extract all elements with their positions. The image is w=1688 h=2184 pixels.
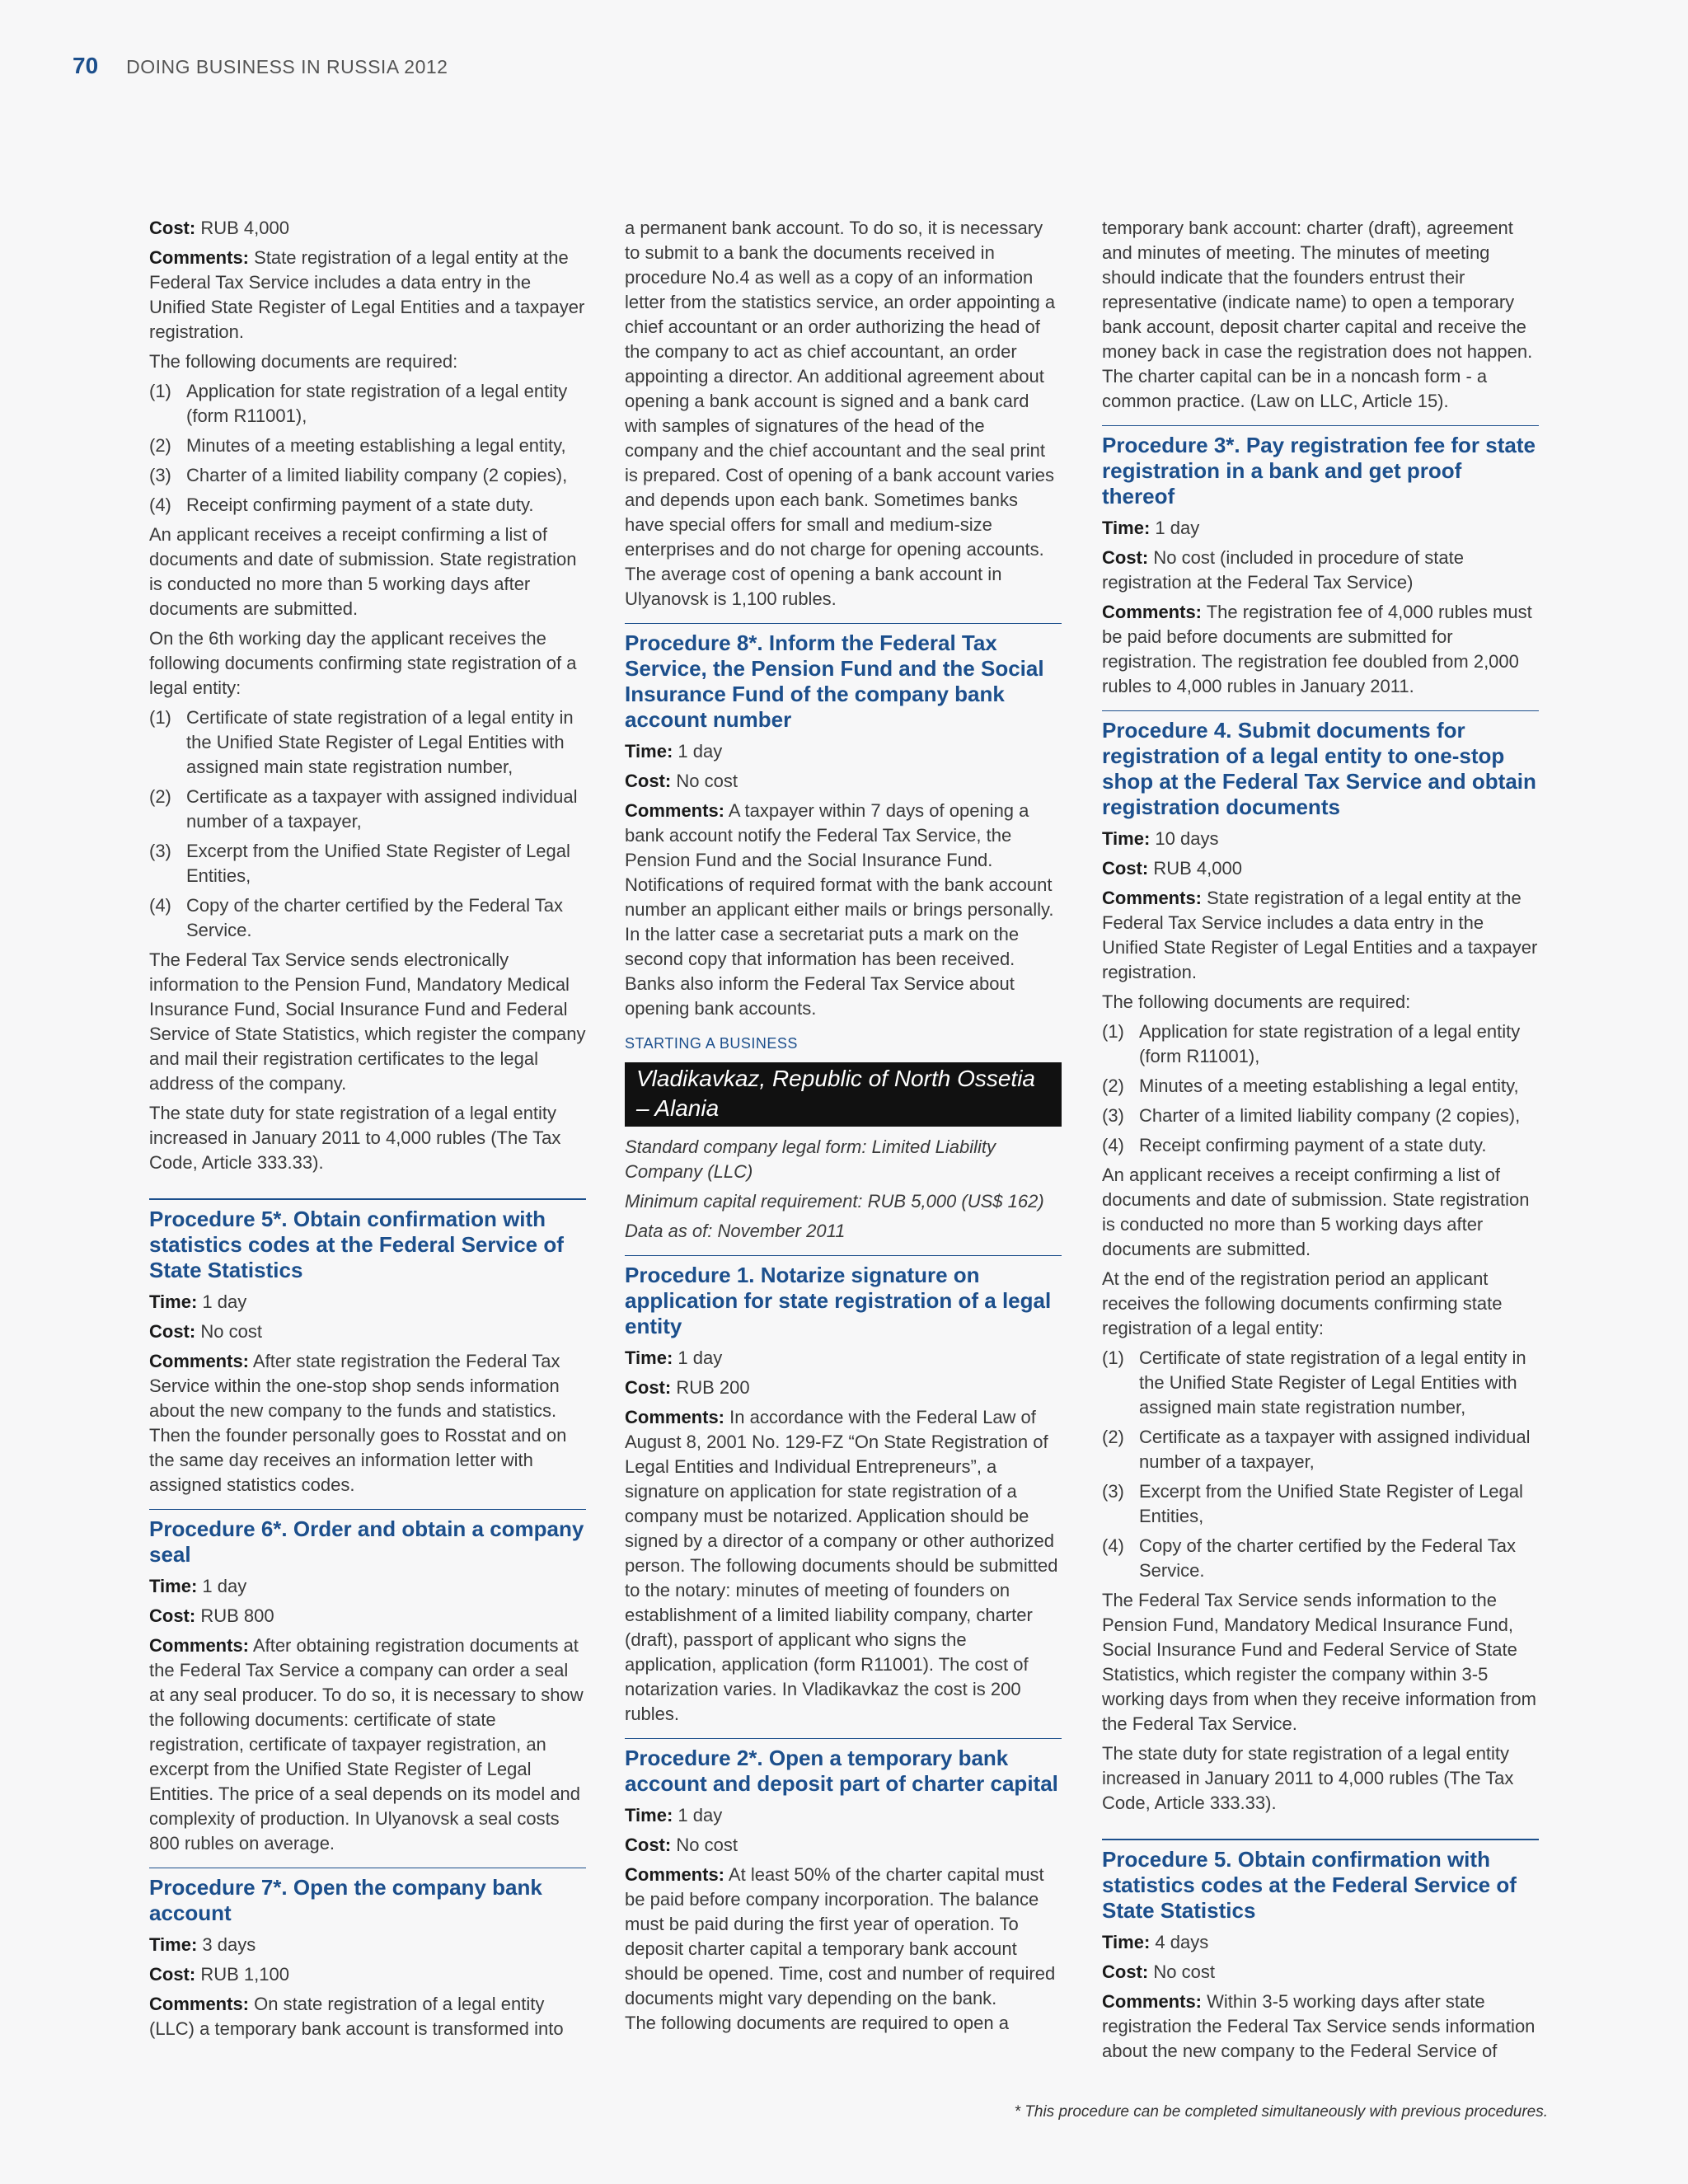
time-line: Time: 1 day: [1102, 518, 1200, 538]
time-line: Time: 3 days: [149, 1934, 256, 1955]
cost-line: Cost: No cost: [149, 1321, 262, 1342]
list-item: (4) Receipt confirming payment of a state duty.: [1102, 1135, 1487, 1155]
column-1: [149, 216, 586, 2046]
legal-form: Standard company legal form: Limited Liability Company (LLC): [625, 1137, 996, 1182]
list-item: (1) Application for state registration of a legal entity (form R11001),: [1102, 1021, 1521, 1066]
docs-intro: The following documents are required:: [149, 351, 458, 372]
cost-line: Cost: RUB 200: [625, 1377, 750, 1398]
list-item: (3) Excerpt from the Unified State Register of Legal Entities,: [1102, 1481, 1523, 1526]
list-item: (3) Excerpt from the Unified State Register of Legal Entities,: [149, 841, 570, 886]
paragraph: The Federal Tax Service sends information to the Pension Fund, Mandatory Medical Insurance Fund, Social Insurance Fund and Federal Service of State Statistics, which register the company within 3-5 working days from when they receive information from the Federal Tax Service.: [1102, 1590, 1536, 1734]
received-docs-list: [149, 705, 586, 943]
comments-line: Comments: After obtaining registration documents at the Federal Tax Service a company can order a seal at any seal producer. To do so, it is necessary to show the following documents: certificate of state registration, certificate of taxpayer registration, an excerpt from the Unified State Register of Legal Entities. The price of a seal depends on its model and complexity of production. In Ulyanovsk a seal costs 800 rubles on average.: [149, 1635, 584, 1854]
list-item: (4) Copy of the charter certified by the Federal Tax Service.: [149, 895, 563, 940]
comments-line: Comments: At least 50% of the charter capital must be paid before company incorporation. The balance must be paid during the first year of operation. To deposit charter capital a temporary bank account should be opened. Time, cost and number of required documents might vary depending on the bank.: [625, 1864, 1056, 2008]
procedure-heading: Procedure 2*. Open a temporary bank account and deposit part of charter capital: [625, 1746, 1058, 1796]
list-item: (4) Receipt confirming payment of a state duty.: [149, 494, 534, 515]
data-as-of: Data as of: November 2011: [625, 1221, 846, 1241]
received-docs-list: [1102, 1346, 1539, 1583]
procedure-heading: Procedure 7*. Open the company bank account: [149, 1875, 542, 1925]
list-item: (1) Certificate of state registration of a legal entity in the Unified State Register of Legal Entities with assigned main state registration number,: [1102, 1347, 1526, 1418]
paragraph: At the end of the registration period an applicant receives the following documents confirming state registration of a legal entity:: [1102, 1268, 1503, 1338]
comments-line: Comments: Within 3-5 working days after state registration the Federal Tax Service sends information about the new company to the Federal Service of: [1102, 1991, 1536, 2061]
list-item: (2) Minutes of a meeting establishing a legal entity,: [149, 435, 566, 456]
list-item: (2) Certificate as a taxpayer with assigned individual number of a taxpayer,: [149, 786, 578, 832]
paragraph: On the 6th working day the applicant receives the following documents confirming state registration of a legal entity:: [149, 628, 577, 698]
paragraph: An applicant receives a receipt confirming a list of documents and date of submission. State registration is conducted no more than 5 working days after documents are submitted.: [149, 524, 577, 619]
procedure-heading: Procedure 3*. Pay registration fee for state registration in a bank and get proof thereof: [1102, 433, 1536, 509]
comments-line: Comments: State registration of a legal entity at the Federal Tax Service includes a data entry in the Unified State Register of Legal Entities and a taxpayer registration.: [149, 247, 585, 342]
time-line: Time: 1 day: [625, 1805, 723, 1825]
comments-line: Comments: A taxpayer within 7 days of opening a bank account notify the Federal Tax Service, the Pension Fund and the Social Insurance Fund. Notifications of required format with the bank account number an applicant either mails or brings personally. In the latter case a secretariat puts a mark on the second copy that information has been received. Banks also inform the Federal Tax Service about opening bank accounts.: [625, 800, 1054, 1019]
docs-intro: The following documents are required:: [1102, 991, 1411, 1012]
cost-line: Cost: No cost: [1102, 1961, 1215, 1982]
list-item: (3) Charter of a limited liability company (2 copies),: [1102, 1105, 1521, 1126]
list-item: (2) Minutes of a meeting establishing a legal entity,: [1102, 1076, 1519, 1096]
time-line: Time: 1 day: [625, 741, 723, 762]
time-line: Time: 1 day: [625, 1347, 723, 1368]
footnote: * This procedure can be completed simultaneously with previous procedures.: [1014, 2103, 1548, 2121]
column-3: [1102, 216, 1539, 2069]
cost-line: Cost: No cost: [625, 1835, 738, 1855]
cost-line: Cost: RUB 1,100: [149, 1964, 289, 1985]
list-item: (3) Charter of a limited liability company (2 copies),: [149, 465, 568, 485]
time-line: Time: 4 days: [1102, 1932, 1209, 1952]
cost-line: Cost: RUB 4,000: [149, 218, 289, 238]
city-banner: Vladikavkaz, Republic of North Ossetia – Alania: [625, 1062, 1062, 1127]
section-rule: [1102, 710, 1539, 711]
time-line: Time: 1 day: [149, 1576, 247, 1596]
comments-line: Comments: State registration of a legal entity at the Federal Tax Service includes a data entry in the Unified State Register of Legal Entities and a taxpayer registration.: [1102, 888, 1538, 982]
comments-line: Comments: After state registration the Federal Tax Service within the one-stop shop sends information about the new company to the funds and statistics. Then the founder personally goes to Rosstat and on the same day receives an information letter with assigned statistics codes.: [149, 1351, 567, 1495]
paragraph: The state duty for state registration of a legal entity increased in January 2011 to 4,000 rubles (The Tax Code, Article 333.33).: [1102, 1743, 1514, 1813]
column-2: [625, 216, 1062, 2041]
section-rule: [625, 1255, 1062, 1256]
procedure-heading: Procedure 5*. Obtain confirmation with statistics codes at the Federal Service of State Statistics: [149, 1207, 564, 1282]
paragraph: The following documents are required to open a: [625, 2013, 1009, 2033]
required-docs-list: [149, 379, 586, 518]
list-item: (1) Certificate of state registration of a legal entity in the Unified State Register of Legal Entities with assigned main state registration number,: [149, 707, 574, 777]
page-number: 70: [73, 53, 99, 78]
section-rule: [1102, 425, 1539, 426]
paragraph: a permanent bank account. To do so, it is necessary to submit to a bank the documents received in procedure No.4 as well as a copy of an information letter from the statistics service, an order appointing a chief accountant or an order authorizing the head of the company to act as chief accountant, an order appointing a director. An additional agreement about opening a bank account is signed and a bank card with samples of signatures of the head of the company and the chief accountant and the seal print is prepared. Cost of opening of a bank account varies and depends upon each bank. Sometimes banks have special offers for small and medium-size enterprises and do not charge for opening accounts. The average cost of opening a bank account in Ulyanovsk is 1,100 rubles.: [625, 218, 1056, 609]
page-header: [73, 53, 448, 86]
paragraph: The state duty for state registration of a legal entity increased in January 2011 to 4,000 rubles (The Tax Code, Article 333.33).: [149, 1103, 561, 1173]
cost-line: Cost: RUB 4,000: [1102, 858, 1242, 879]
section-rule: [1102, 1839, 1539, 1840]
list-item: (1) Application for state registration of a legal entity (form R11001),: [149, 381, 568, 426]
required-docs-list: [1102, 1019, 1539, 1158]
cost-line: Cost: No cost: [625, 771, 738, 791]
section-tag: STARTING A BUSINESS: [625, 1035, 798, 1052]
procedure-heading: Procedure 6*. Order and obtain a company seal: [149, 1516, 584, 1567]
section-rule: [149, 1198, 586, 1200]
comments-line: Comments: The registration fee of 4,000 rubles must be paid before documents are submitted for registration. The registration fee doubled from 2,000 rubles to 4,000 rubles in January 2011.: [1102, 602, 1532, 696]
section-rule: [149, 1509, 586, 1510]
procedure-heading: Procedure 4. Submit documents for registration of a legal entity to one-stop shop at the Federal Tax Service and obtain registration documents: [1102, 718, 1536, 819]
procedure-heading: Procedure 5. Obtain confirmation with statistics codes at the Federal Service of State Statistics: [1102, 1847, 1517, 1923]
list-item: (4) Copy of the charter certified by the Federal Tax Service.: [1102, 1535, 1516, 1581]
time-line: Time: 10 days: [1102, 828, 1219, 849]
cost-line: Cost: RUB 800: [149, 1605, 274, 1626]
procedure-heading: Procedure 1. Notarize signature on application for state registration of a legal entity: [625, 1263, 1052, 1338]
list-item: (2) Certificate as a taxpayer with assigned individual number of a taxpayer,: [1102, 1427, 1531, 1472]
paragraph: The Federal Tax Service sends electronically information to the Pension Fund, Mandatory Medical Insurance Fund, Social Insurance Fund and Federal Service of State Statistics, which register the company and mail their registration certificates to the legal address of the company.: [149, 949, 586, 1094]
time-line: Time: 1 day: [149, 1291, 247, 1312]
paragraph: An applicant receives a receipt confirming a list of documents and date of submission. State registration is conducted no more than 5 working days after documents are submitted.: [1102, 1165, 1530, 1259]
section-rule: [625, 623, 1062, 624]
min-capital: Minimum capital requirement: RUB 5,000 (US$ 162): [625, 1191, 1044, 1212]
comments-line: Comments: On state registration of a legal entity (LLC) a temporary bank account is transformed into: [149, 1994, 564, 2039]
comments-line: Comments: In accordance with the Federal Law of August 8, 2001 No. 129-FZ “On State Registration of Legal Entities and Individual Entrepreneurs”, a signature on application for state registration of a company must be notarized. Application should be signed by a director of a company or other authorized person. The following documents should be submitted to the notary: minutes of meeting of founders on establishment of a limited liability company, charter (draft), passport of applicant who signs the application, application (form R11001). The cost of notarization varies. In Vladikavkaz the cost is 200 rubles.: [625, 1407, 1058, 1724]
procedure-heading: Procedure 8*. Inform the Federal Tax Service, the Pension Fund and the Social Insurance Fund of the company bank account number: [625, 630, 1044, 732]
paragraph: temporary bank account: charter (draft), agreement and minutes of meeting. The minutes of meeting should indicate that the founders entrust their representative (indicate name) to open a temporary bank account, deposit charter capital and receive the money back in case the registration does not happen. The charter capital can be in a noncash form - a common practice. (Law on LLC, Article 15).: [1102, 218, 1533, 411]
running-title: DOING BUSINESS IN RUSSIA 2012: [126, 56, 448, 77]
cost-line: Cost: No cost (included in procedure of state registration at the Federal Tax Service): [1102, 547, 1464, 593]
section-rule: [625, 1738, 1062, 1739]
